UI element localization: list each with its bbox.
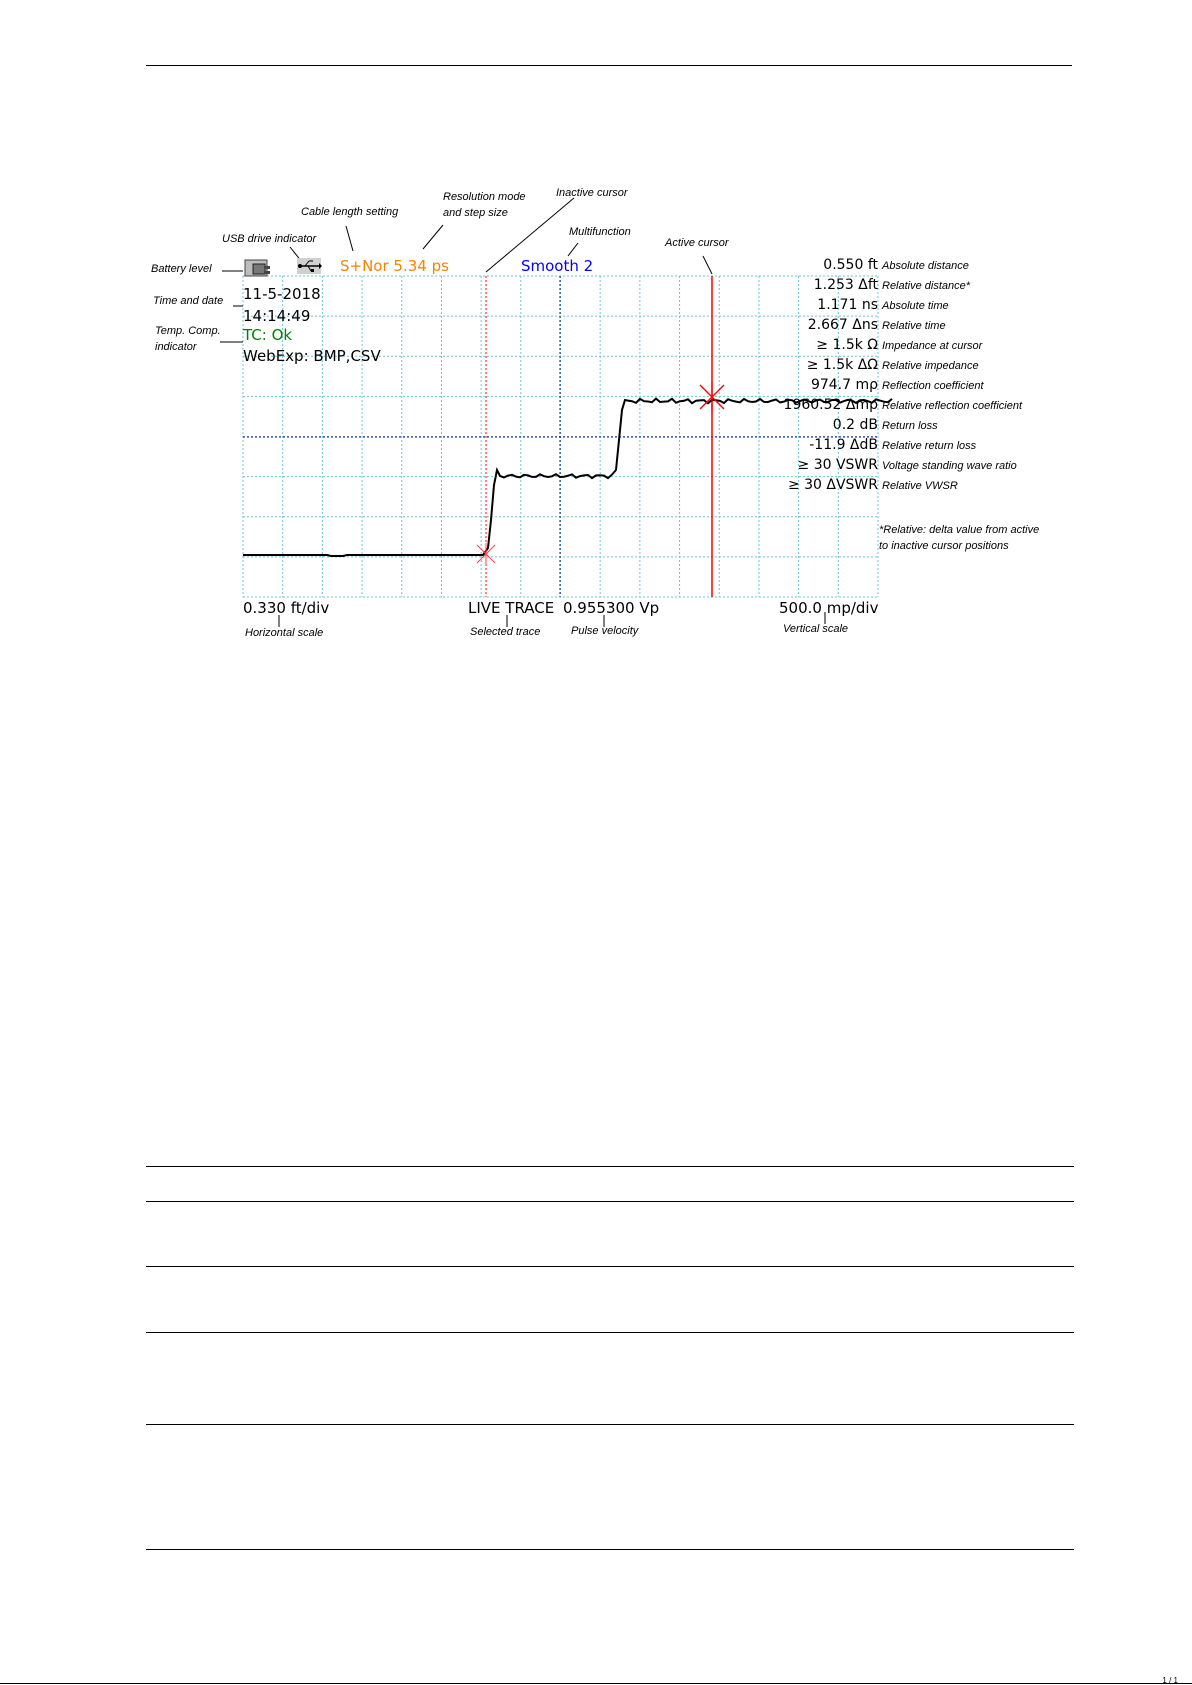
selected-trace-annotation: Selected trace — [470, 626, 541, 638]
table-rule-4 — [146, 1332, 1074, 1333]
readout-value: 0.2 dB — [832, 417, 878, 433]
readout-label: Relative distance* — [882, 280, 971, 292]
readout-value: ≥ 30 VSWR — [797, 457, 878, 473]
readout-label: Relative time — [882, 320, 946, 332]
readout-value: 974.7 mρ — [810, 377, 878, 393]
relative-note-line2: to inactive cursor positions — [879, 540, 1009, 552]
active-cursor-marker — [700, 382, 724, 412]
temp-comp-annotation-line1: Temp. Comp. — [155, 325, 221, 337]
readout-label: Reflection coefficient — [882, 380, 984, 392]
multifunction-annotation: Multifunction — [569, 226, 631, 238]
date-readout: 11-5-2018 — [243, 285, 321, 303]
horizontal-scale-readout: 0.330 ft/div — [243, 599, 330, 617]
trace-name: LIVE TRACE — [468, 599, 555, 617]
time-readout: 14:14:49 — [243, 307, 311, 325]
pulse-velocity-annotation: Pulse velocity — [571, 625, 639, 637]
readout-value: 1.253 Δft — [813, 277, 878, 293]
readout-label: Relative impedance — [882, 360, 979, 372]
vertical-scale-annotation: Vertical scale — [783, 623, 849, 635]
readout-value: 1.171 ns — [817, 297, 878, 313]
bottom-rule — [0, 1683, 1192, 1684]
horizontal-scale-annotation: Horizontal scale — [245, 627, 324, 639]
web-export-status: WebExp: BMP,CSV — [243, 347, 381, 365]
readout-label: Relative reflection coefficient — [882, 400, 1023, 412]
battery-icon — [245, 260, 270, 276]
table-rule-3 — [146, 1266, 1074, 1267]
resolution-readout: S+Nor 5.34 ps — [340, 257, 449, 275]
vertical-scale-readout: 500.0 mp/div — [779, 599, 879, 617]
relative-note-line1: *Relative: delta value from active — [879, 524, 1040, 536]
resolution-annotation-line1: Resolution mode — [443, 191, 526, 203]
readout-label: Voltage standing wave ratio — [882, 460, 1017, 472]
readout-label: Absolute distance — [882, 260, 969, 272]
inactive-cursor-annotation: Inactive cursor — [556, 187, 628, 199]
page-number: 1 / 1 — [1162, 1676, 1178, 1685]
temp-comp-annotation-line2: indicator — [155, 341, 197, 353]
tc-status: TC: Ok — [243, 326, 293, 344]
time-date-annotation: Time and date — [153, 295, 224, 307]
table-rule-6 — [146, 1549, 1074, 1550]
readout-value: -11.9 ΔdB — [809, 437, 878, 453]
active-cursor-annotation: Active cursor — [665, 237, 729, 249]
usb-icon — [297, 258, 322, 274]
velocity-readout: 0.955300 Vp — [563, 599, 660, 617]
readout-label: Impedance at cursor — [882, 340, 983, 352]
usb-annotation: USB drive indicator — [222, 233, 317, 245]
battery-annotation: Battery level — [151, 263, 212, 275]
readout-value: 2.667 Δns — [807, 317, 878, 333]
table-rule-5 — [146, 1424, 1074, 1425]
readout-label: Relative return loss — [882, 440, 977, 452]
resolution-annotation-line2: and step size — [443, 207, 508, 219]
readout-value: 0.550 ft — [823, 257, 878, 273]
readout-value: ≥ 30 ΔVSWR — [787, 477, 878, 493]
table-rule-2 — [146, 1201, 1074, 1202]
multifunction-readout: Smooth 2 — [521, 257, 594, 275]
readout-value: ≥ 1.5k Ω — [816, 337, 878, 353]
readout-value: 1960.52 Δmρ — [783, 397, 878, 413]
cable-length-annotation: Cable length setting — [301, 206, 399, 218]
readout-label: Return loss — [882, 420, 938, 432]
readout-label: Relative VWSR — [882, 480, 958, 492]
readout-value: ≥ 1.5k ΔΩ — [806, 357, 878, 373]
readout-label: Absolute time — [882, 300, 949, 312]
table-rule-1 — [146, 1166, 1074, 1167]
